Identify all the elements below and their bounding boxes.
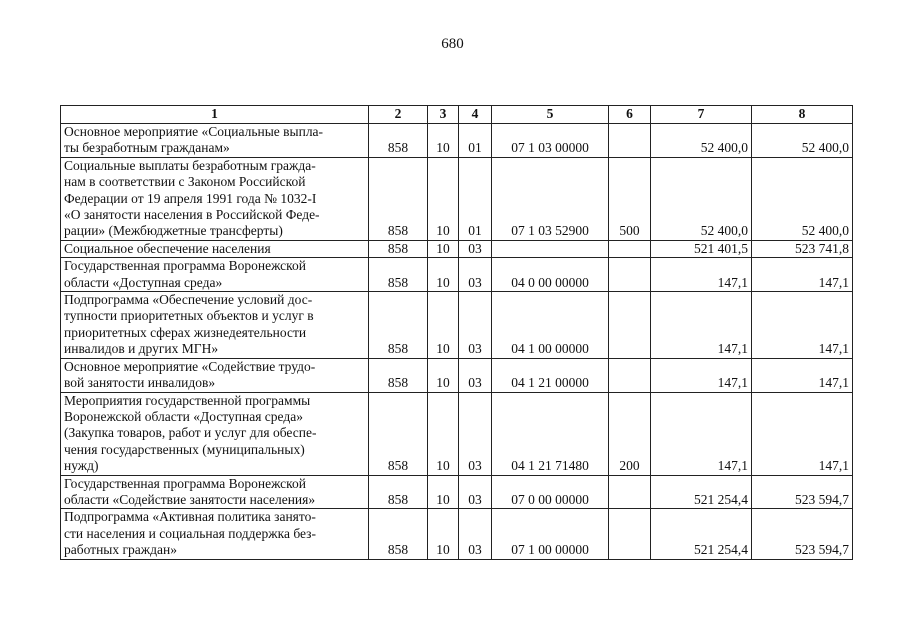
header-cell: 2 [369, 106, 428, 124]
row-name-cell: Социальные выплаты безработным гражда- нам в соответствии с Законом Российской Федерации от 19 апреля 1991 года № 1032-I «О занятости населения в Российской Феде- рации» (Межбюджетные трансферты) [61, 157, 369, 240]
row-grbs-cell: 858 [369, 124, 428, 158]
row-amount-1-cell: 147,1 [651, 292, 752, 359]
row-grbs-cell: 858 [369, 240, 428, 257]
row-subsection-cell: 01 [459, 124, 492, 158]
row-name-cell: Мероприятия государственной программы Воронежской области «Доступная среда» (Закупка товаров, работ и услуг для обеспе- чения государственных (муниципальных) нужд) [61, 392, 369, 475]
row-target-code-cell: 07 0 00 00000 [492, 475, 609, 509]
row-name-cell: Подпрограмма «Обеспечение условий дос- тупности приоритетных объектов и услуг в приоритетных сферах жизнедеятельности инвалидов и других МГН» [61, 292, 369, 359]
page-number: 680 [441, 36, 464, 52]
row-section-cell: 10 [428, 475, 459, 509]
header-cell: 7 [651, 106, 752, 124]
row-target-code-cell: 04 1 00 00000 [492, 292, 609, 359]
header-row [61, 106, 853, 124]
row-grbs-cell: 858 [369, 157, 428, 240]
header-cell: 3 [428, 106, 459, 124]
table-body [61, 124, 853, 560]
row-name-cell: Основное мероприятие «Содействие трудо- вой занятости инвалидов» [61, 358, 369, 392]
row-amount-2-cell: 52 400,0 [752, 157, 853, 240]
row-grbs-cell: 858 [369, 392, 428, 475]
table-row [61, 258, 853, 292]
row-target-code-cell: 07 1 00 00000 [492, 509, 609, 559]
row-target-code-cell: 07 1 03 52900 [492, 157, 609, 240]
header-cell: 6 [609, 106, 651, 124]
row-expense-type-cell: 200 [609, 392, 651, 475]
row-amount-2-cell: 523 741,8 [752, 240, 853, 257]
row-name-cell: Государственная программа Воронежской области «Содействие занятости населения» [61, 475, 369, 509]
row-amount-1-cell: 52 400,0 [651, 157, 752, 240]
row-target-code-cell: 07 1 03 00000 [492, 124, 609, 158]
row-expense-type-cell [609, 509, 651, 559]
budget-table [60, 105, 853, 560]
header-cell: 5 [492, 106, 609, 124]
header-cell: 1 [61, 106, 369, 124]
table-row [61, 157, 853, 240]
row-amount-2-cell: 147,1 [752, 358, 853, 392]
row-amount-1-cell: 521 254,4 [651, 509, 752, 559]
row-expense-type-cell [609, 475, 651, 509]
row-expense-type-cell [609, 358, 651, 392]
row-subsection-cell: 03 [459, 358, 492, 392]
row-expense-type-cell [609, 258, 651, 292]
row-section-cell: 10 [428, 124, 459, 158]
row-name-cell: Социальное обеспечение населения [61, 240, 369, 257]
row-grbs-cell: 858 [369, 509, 428, 559]
row-section-cell: 10 [428, 509, 459, 559]
row-grbs-cell: 858 [369, 292, 428, 359]
row-expense-type-cell: 500 [609, 157, 651, 240]
row-subsection-cell: 03 [459, 392, 492, 475]
row-amount-1-cell: 147,1 [651, 258, 752, 292]
row-amount-1-cell: 521 254,4 [651, 475, 752, 509]
row-expense-type-cell [609, 124, 651, 158]
row-section-cell: 10 [428, 392, 459, 475]
row-amount-2-cell: 523 594,7 [752, 509, 853, 559]
table-row [61, 124, 853, 158]
row-subsection-cell: 03 [459, 509, 492, 559]
row-section-cell: 10 [428, 157, 459, 240]
row-amount-1-cell: 147,1 [651, 392, 752, 475]
row-grbs-cell: 858 [369, 258, 428, 292]
table-row [61, 475, 853, 509]
table-row [61, 509, 853, 559]
row-expense-type-cell [609, 240, 651, 257]
row-subsection-cell: 03 [459, 475, 492, 509]
row-amount-2-cell: 523 594,7 [752, 475, 853, 509]
row-grbs-cell: 858 [369, 475, 428, 509]
row-section-cell: 10 [428, 240, 459, 257]
row-name-cell: Основное мероприятие «Социальные выпла- ты безработным гражданам» [61, 124, 369, 158]
row-amount-2-cell: 147,1 [752, 258, 853, 292]
row-amount-1-cell: 147,1 [651, 358, 752, 392]
row-subsection-cell: 03 [459, 292, 492, 359]
row-name-cell: Подпрограмма «Активная политика занято- сти населения и социальная поддержка без- работных граждан» [61, 509, 369, 559]
header-cell: 8 [752, 106, 853, 124]
row-expense-type-cell [609, 292, 651, 359]
row-section-cell: 10 [428, 258, 459, 292]
header-cell: 4 [459, 106, 492, 124]
row-target-code-cell: 04 1 21 71480 [492, 392, 609, 475]
row-amount-1-cell: 52 400,0 [651, 124, 752, 158]
row-target-code-cell: 04 0 00 00000 [492, 258, 609, 292]
row-amount-2-cell: 147,1 [752, 292, 853, 359]
row-amount-2-cell: 147,1 [752, 392, 853, 475]
row-name-cell: Государственная программа Воронежской области «Доступная среда» [61, 258, 369, 292]
row-amount-2-cell: 52 400,0 [752, 124, 853, 158]
row-amount-1-cell: 521 401,5 [651, 240, 752, 257]
row-section-cell: 10 [428, 292, 459, 359]
table-row [61, 292, 853, 359]
row-target-code-cell: 04 1 21 00000 [492, 358, 609, 392]
row-subsection-cell: 01 [459, 157, 492, 240]
row-grbs-cell: 858 [369, 358, 428, 392]
table-row [61, 358, 853, 392]
table-row [61, 392, 853, 475]
row-section-cell: 10 [428, 358, 459, 392]
row-subsection-cell: 03 [459, 258, 492, 292]
table-row [61, 240, 853, 257]
row-target-code-cell [492, 240, 609, 257]
row-subsection-cell: 03 [459, 240, 492, 257]
